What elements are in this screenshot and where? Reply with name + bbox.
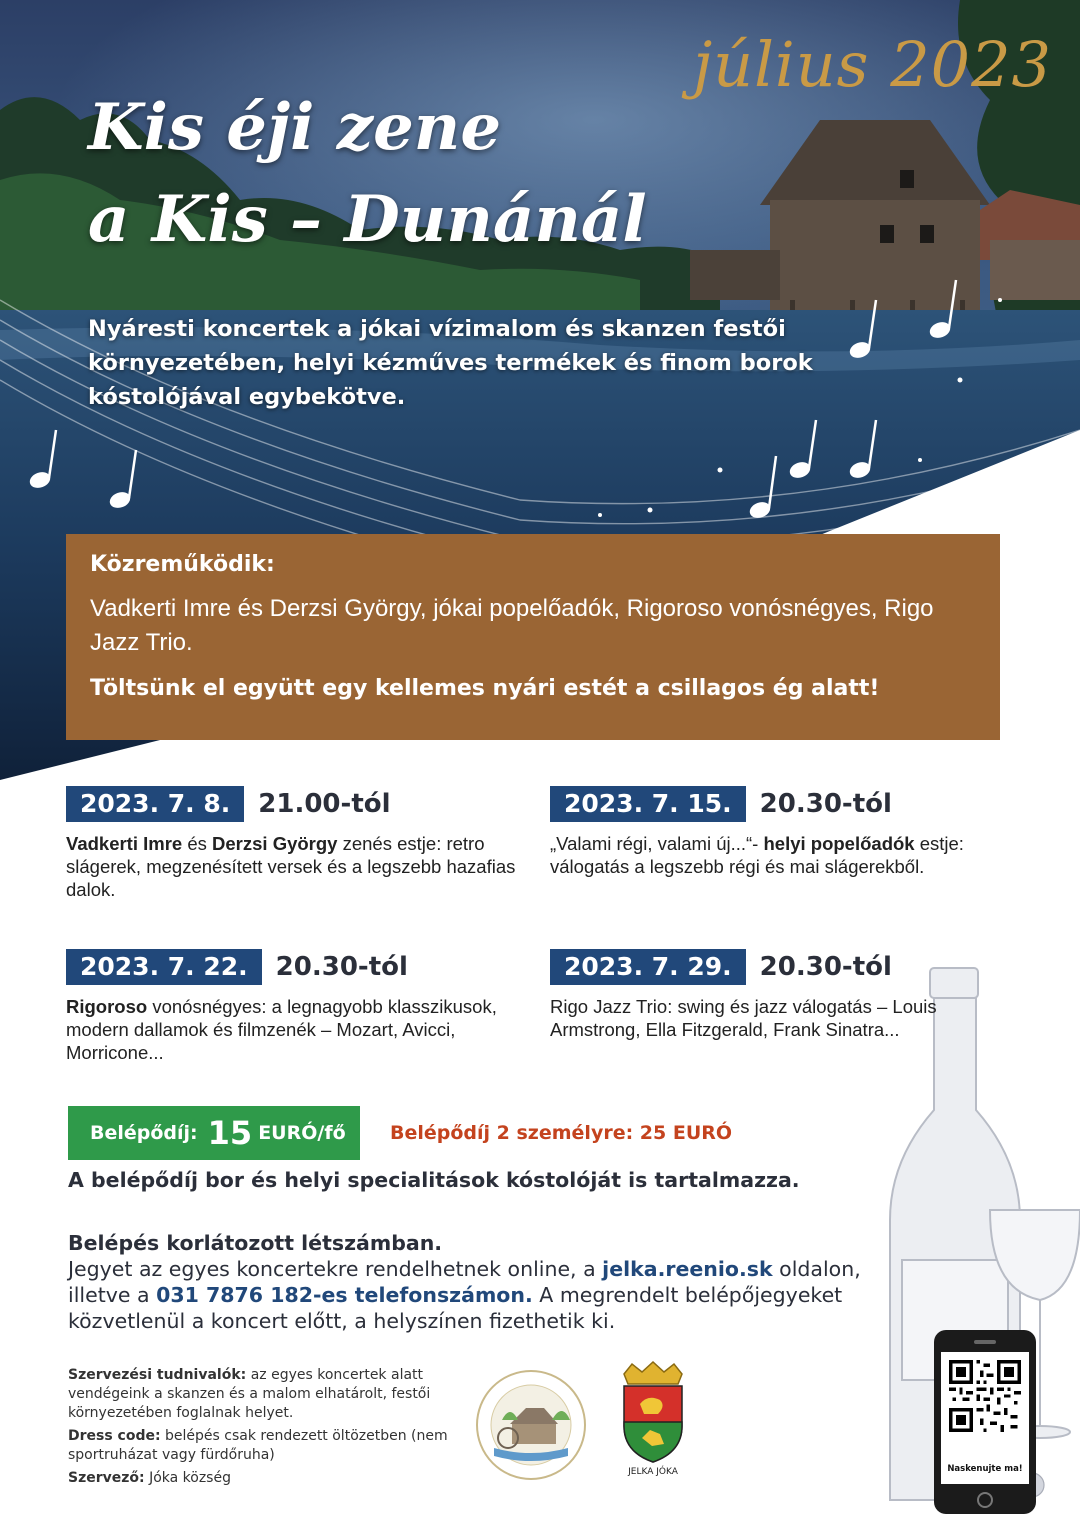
event-title-line1: Kis éji zene: [88, 90, 502, 165]
performers-heading: Közreműködik:: [90, 552, 275, 577]
phone-screen: [941, 1352, 1029, 1484]
price-amount: 15: [207, 1114, 253, 1152]
qr-caption: Naskenujte ma!: [947, 1464, 1023, 1474]
month-title: július 2023: [692, 28, 1052, 101]
concert-description: Rigoroso vonósnégyes: a legnagyobb klasszikusok, modern dallamok és filmzenék – Mozart, Avicci, Morricone...: [66, 996, 497, 1063]
concert-2: [550, 786, 1010, 878]
booking-website-link[interactable]: jelka.reenio.sk: [602, 1257, 773, 1281]
coat-of-arms-logo: [612, 1360, 694, 1478]
price-two-persons: Belépődíj 2 személyre: 25 EURÓ: [390, 1122, 733, 1144]
concert-time: 20.30-tól: [759, 789, 892, 819]
concert-date: 2023. 7. 29.: [550, 949, 746, 985]
concert-time: 21.00-tól: [258, 789, 391, 819]
concert-4: [550, 949, 990, 1041]
concert-time: 20.30-tól: [275, 952, 408, 982]
performers-box: [66, 534, 1000, 740]
slogan: Töltsünk el együtt egy kellemes nyári estét a csillagos ég alatt!: [90, 676, 880, 701]
concert-time: 20.30-tól: [759, 952, 892, 982]
org-notes: Szervezési tudnivalók: az egyes koncertek alatt vendégeink a skanzen és a malom elhatárolt, festői környezetében foglalnak helyet.: [68, 1367, 431, 1421]
concert-1: [66, 786, 526, 901]
phone-qr-graphic: [934, 1330, 1036, 1514]
booking-phone-link[interactable]: 031 7876 182-es telefonszámon.: [156, 1283, 533, 1307]
concert-description: „Valami régi, valami új...“- helyi popelőadók estje: válogatás a legszebb régi és mai slágerekből.: [550, 833, 964, 877]
intro-text: Nyáresti koncertek a jókai vízimalom és skanzen festői környezetében, helyi kézműves termékek és finom borok kóstolójával egybekötve.: [88, 316, 813, 410]
performers-list: Vadkerti Imre és Derzsi György, jókai popelőadók, Rigoroso vonósnégyes, Rigo Jazz Trio.: [90, 595, 934, 656]
booking-info: [68, 1230, 868, 1334]
booking-text: Jegyet az egyes koncertekre rendelhetnek online, a jelka.reenio.sk oldalon, illetve a 031 7876 182-es telefonszámon. A megrendelt belépőjegyeket közvetlenül a koncert előtt, a helyszínen fizethetik ki.: [68, 1257, 861, 1333]
concert-date: 2023. 7. 22.: [66, 949, 262, 985]
concert-date: 2023. 7. 8.: [66, 786, 244, 822]
concert-description: Rigo Jazz Trio: swing és jazz válogatás – Louis Armstrong, Ella Fitzgerald, Frank Sinatra...: [550, 996, 937, 1040]
event-title-line2: a Kis – Dunánál: [88, 182, 647, 257]
organization-info: [68, 1366, 468, 1492]
concert-3: [66, 949, 526, 1064]
mill-logo: [474, 1368, 588, 1482]
phone-home-button: [977, 1492, 993, 1508]
booking-heading: Belépés korlátozott létszámban.: [68, 1231, 443, 1255]
price-note: A belépődíj bor és helyi specialitások kóstolóját is tartalmazza.: [68, 1168, 800, 1192]
price-unit: EURÓ/fő: [258, 1122, 346, 1144]
organizer: Szervező: Jóka község: [68, 1470, 231, 1486]
dress-code: Dress code: belépés csak rendezett öltözetben (nem sportruházat vagy fürdőruha): [68, 1428, 448, 1463]
concert-description: Vadkerti Imre és Derzsi György zenés estje: retro slágerek, megzenésített versek és a legszebb hazafias dalok.: [66, 833, 516, 900]
concert-date: 2023. 7. 15.: [550, 786, 746, 822]
event-title: [88, 82, 648, 266]
price-label: Belépődíj:: [90, 1122, 198, 1144]
phone-speaker: [974, 1340, 996, 1344]
price-badge: [68, 1106, 360, 1160]
coat-caption: JELKA JÓKA: [628, 1467, 678, 1477]
qr-code[interactable]: [949, 1360, 1021, 1432]
